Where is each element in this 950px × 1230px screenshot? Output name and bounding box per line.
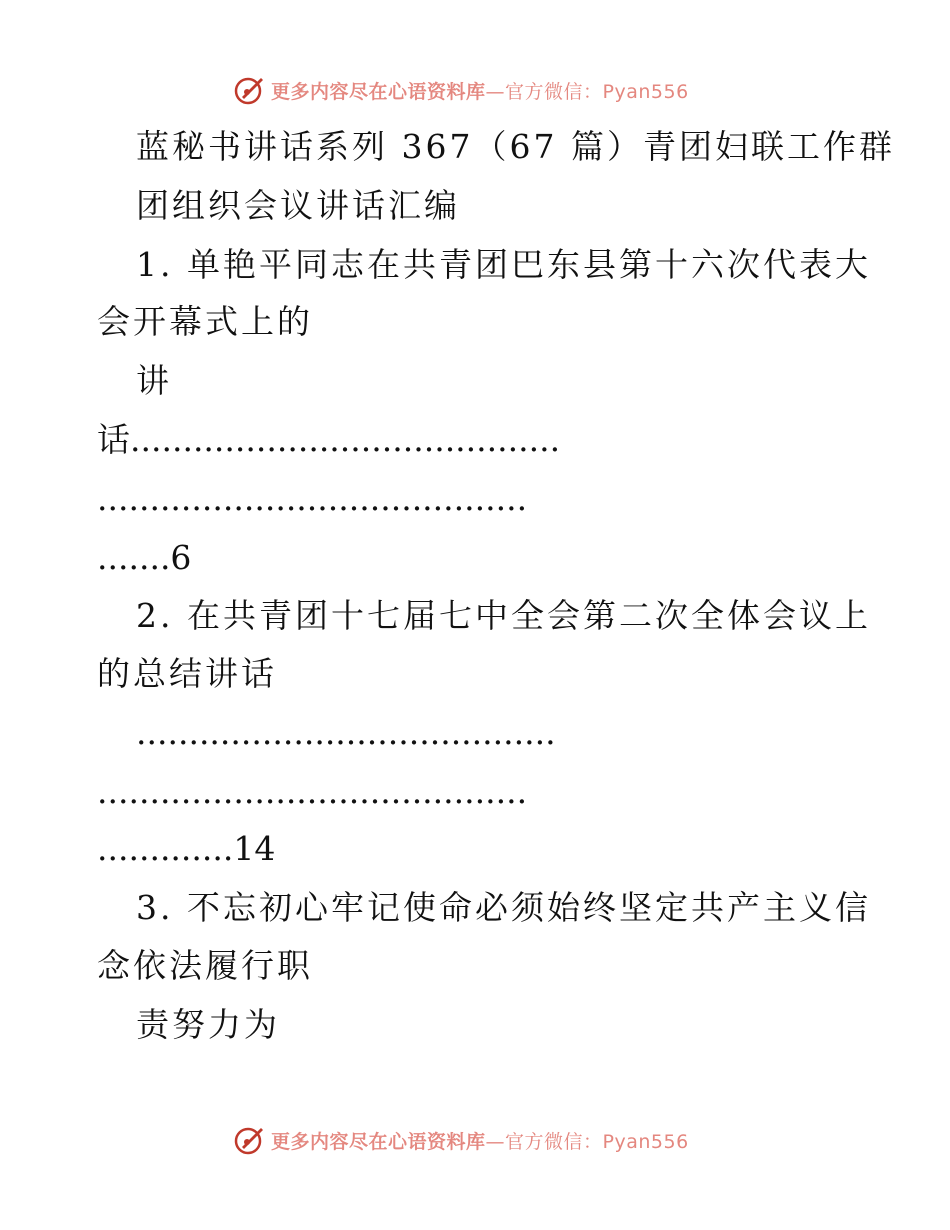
toc-item-1-page: .......6 bbox=[97, 538, 192, 577]
toc-item-1-leader1: 话......................................... bbox=[97, 420, 561, 459]
toc-item-3-line2: 念依法履行职 bbox=[97, 946, 313, 985]
toc-item-2-line1: 2. 在共青团十七届七中全会第二次全体会议上 bbox=[136, 596, 871, 635]
toc-item-3-line3: 责努力为 bbox=[136, 1005, 280, 1044]
toc-item-2-leader1: ........................................ bbox=[136, 713, 556, 752]
toc-item-1-leader2: ......................................... bbox=[97, 479, 528, 518]
pen-logo-icon bbox=[233, 73, 267, 107]
doc-title-line1: 蓝秘书讲话系列 367（67 篇）青团妇联工作群 bbox=[136, 127, 895, 166]
toc-item-1-line3: 讲 bbox=[136, 361, 172, 400]
toc-item-1-line2: 会开幕式上的 bbox=[97, 302, 313, 341]
watermark-text: 更多内容尽在心语资料库—官方微信：Pyan556 bbox=[271, 80, 689, 103]
watermark-footer bbox=[0, 1120, 950, 1160]
pen-logo-icon bbox=[233, 1123, 267, 1157]
watermark-header bbox=[0, 70, 950, 110]
doc-title-line2: 团组织会议讲话汇编 bbox=[136, 186, 460, 225]
toc-item-2-page: .............14 bbox=[97, 829, 276, 868]
toc-item-3-line1: 3. 不忘初心牢记使命必须始终坚定共产主义信 bbox=[136, 888, 871, 927]
toc-item-1-line1: 1. 单艳平同志在共青团巴东县第十六次代表大 bbox=[136, 245, 871, 284]
watermark-group-footer bbox=[233, 1120, 689, 1160]
toc-item-2-leader2: ......................................... bbox=[97, 772, 528, 811]
watermark-group bbox=[233, 70, 689, 110]
watermark-text-footer: 更多内容尽在心语资料库—官方微信：Pyan556 bbox=[271, 1130, 689, 1153]
toc-item-2-line2: 的总结讲话 bbox=[97, 654, 277, 693]
